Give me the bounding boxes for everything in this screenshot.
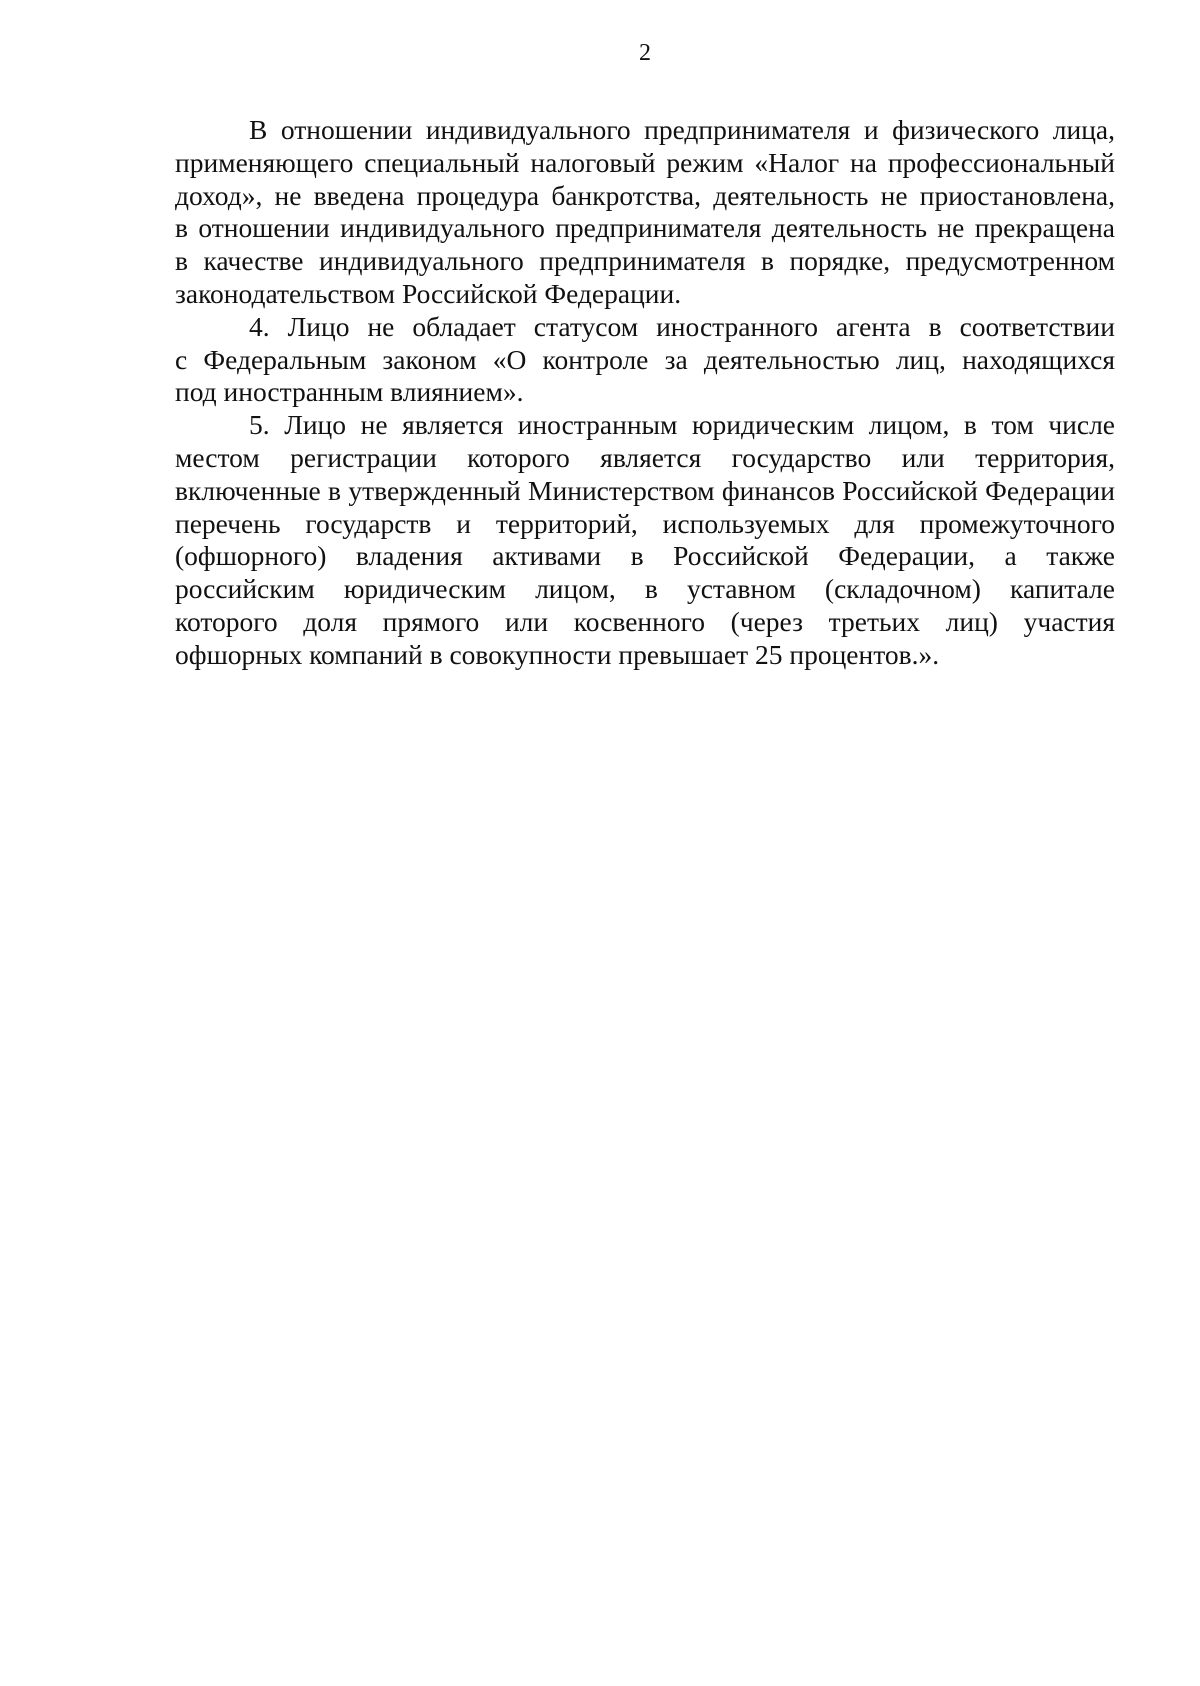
text-line: российским юридическим лицом, в уставном (складочном) капитале (175, 573, 1115, 605)
text-line: доход», не введена процедура банкротства, деятельность не приостановлена, (175, 179, 1115, 211)
text-line: в отношении индивидуального предпринимателя деятельность не прекращена (175, 212, 1115, 244)
paragraph (175, 114, 1115, 311)
text-line: законодательством Российской Федерации. (175, 277, 682, 309)
text-line: (офшорного) владения активами в Российской Федерации, а также (175, 540, 1115, 572)
text-line: включенные в утвержденный Министерством финансов Российской Федерации (175, 474, 1115, 506)
text-line: В отношении индивидуального предпринимателя и физического лица, (249, 114, 1115, 145)
text-line: 4. Лицо не обладает статусом иностранного агента в соответствии (249, 310, 1115, 342)
text-line: офшорных компаний в совокупности превышает 25 процентов.». (175, 638, 940, 670)
paragraph (175, 409, 1115, 671)
text-line: с Федеральным законом «О контроле за деятельностью лиц, находящихся (175, 343, 1115, 375)
text-line: местом регистрации которого является государство или территория, (175, 441, 1115, 473)
paragraph (175, 311, 1115, 409)
text-line: перечень государств и территорий, используемых для промежуточного (175, 507, 1115, 539)
page-number: 2 (639, 40, 651, 66)
text-line: под иностранным влиянием». (175, 376, 524, 408)
text-line: в качестве индивидуального предпринимателя в порядке, предусмотренном (175, 245, 1115, 277)
text-line: применяющего специальный налоговый режим «Налог на профессиональный (175, 146, 1115, 178)
text-line: 5. Лицо не является иностранным юридическим лицом, в том числе (249, 409, 1115, 441)
document-body (175, 114, 1115, 672)
text-line: которого доля прямого или косвенного (через третьих лиц) участия (175, 605, 1115, 637)
